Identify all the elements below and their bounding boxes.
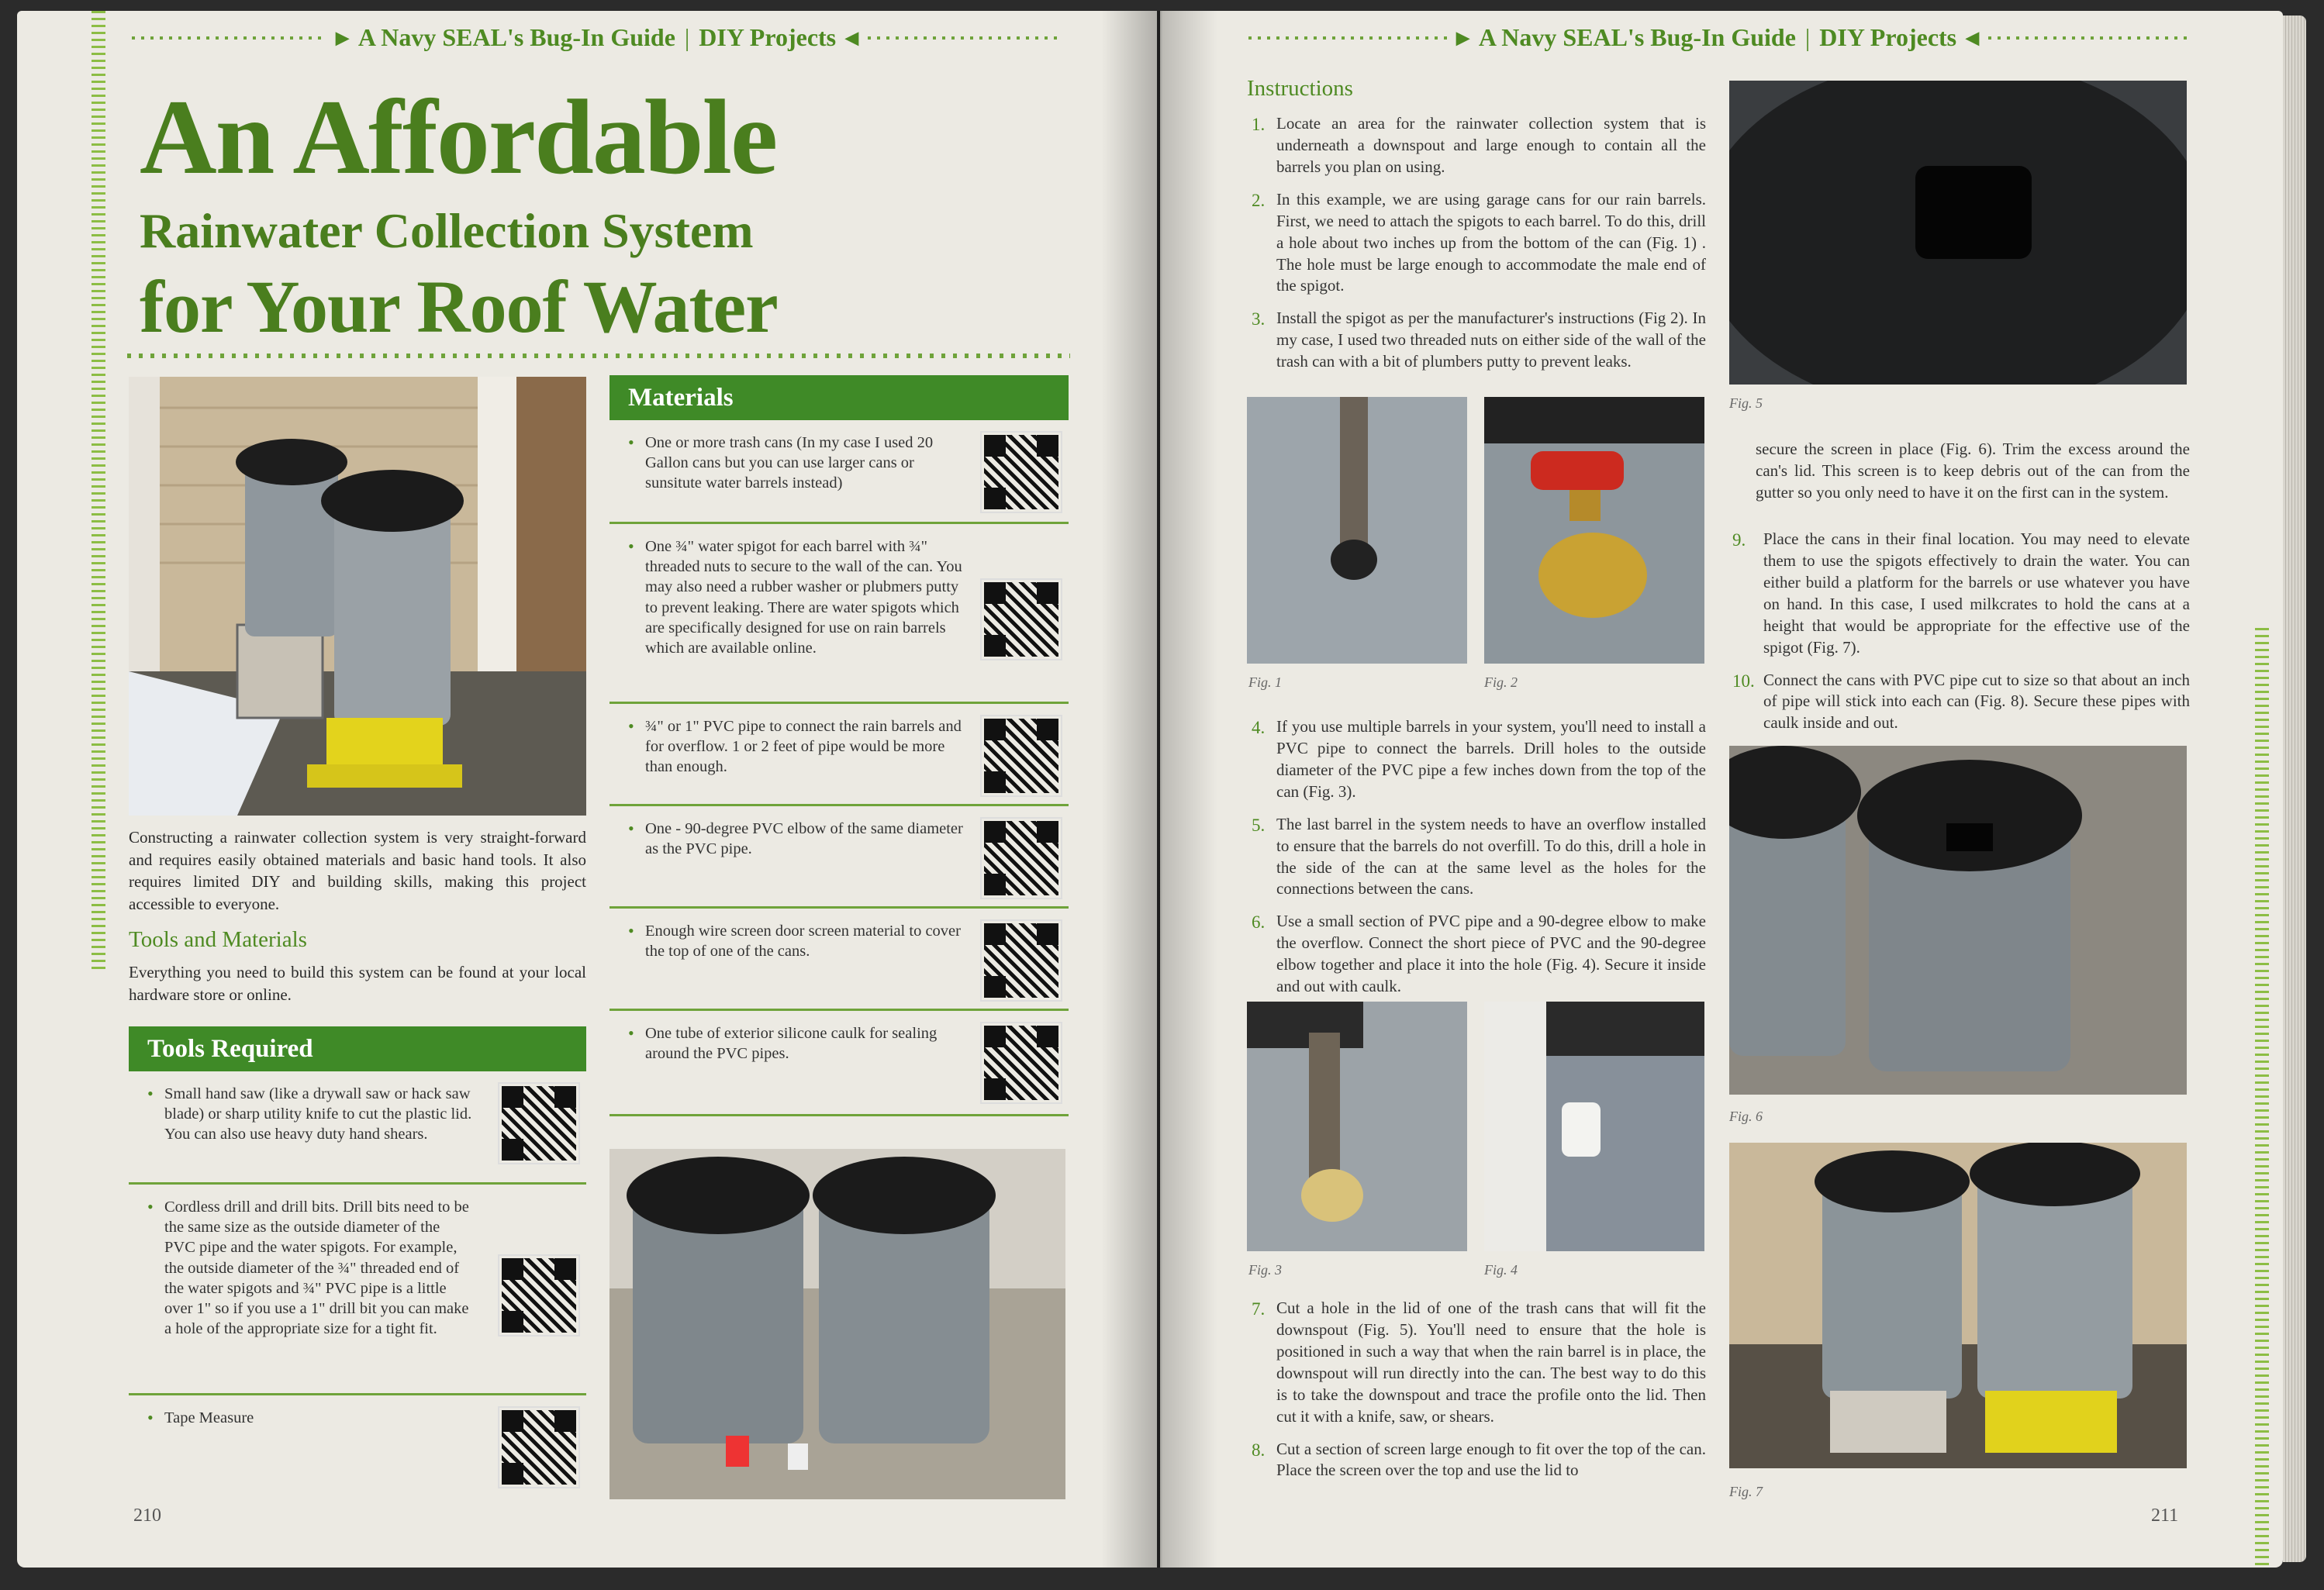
left-margin-dashes <box>92 11 105 972</box>
material-text: • One tube of exterior silicone caulk for sealing around the PVC pipes. <box>625 1023 971 1064</box>
step-text: In this example, we are using garage cans for our rain barrels. First, we need to attach the spigots to each barrel. To do this, drill a hole about two inches up from the bottom of the can (Fig. 1) . The hole must be large enough to accommodate the male end of the spigot. <box>1276 189 1706 295</box>
header-section: DIY Projects <box>699 23 837 51</box>
step-text: Locate an area for the rainwater collection system that is underneath a downspout and large enough to contain all the barrels you plan on using. <box>1276 114 1706 176</box>
fig-2-caption: Fig. 2 <box>1484 674 1518 690</box>
material-item <box>609 526 1069 704</box>
step-8-continued: secure the screen in place (Fig. 6). Trim the excess around the can's lid. This screen is to keep debris out of the can from the gutter so you only need to have it on the first can in the system. <box>1756 440 2190 502</box>
fig-6-caption: Fig. 6 <box>1729 1109 1763 1124</box>
step-text: Cut a hole in the lid of one of the trash cans that will fit the downspout (Fig. 5). You'll need to ensure that the hole is positioned in such a way that when the rain barrel is in place, the downspout will run directly into the can. The best way to do this is to take the downspout and trace the profile onto the lid. Then cut it with a knife, saw, or shears. <box>1276 1299 1706 1426</box>
step-number: 1. <box>1252 115 1266 134</box>
step-number: 7. <box>1252 1299 1266 1319</box>
header-section: DIY Projects <box>1819 23 1957 51</box>
arrow-left-icon: ◀ <box>845 27 859 47</box>
step-item <box>1732 529 2190 659</box>
material-text: • ¾" or 1" PVC pipe to connect the rain barrels and for overflow. 1 or 2 feet of pipe would be more than enough. <box>625 716 971 778</box>
step-item <box>1252 814 1706 901</box>
step-text: Install the spigot as per the manufacturer's instructions (Fig 2). In my case, I used two threaded nuts on either side of the wall of the trash can with a bit of plumbers putty to prevent leaks. <box>1276 309 1706 371</box>
instructions-heading: Instructions <box>1247 76 1353 101</box>
header-title: A Navy SEAL's Bug-In Guide <box>357 23 675 51</box>
step-text: Use a small section of PVC pipe and a 90-degree elbow to make the overflow. Connect the short piece of PVC and the 90-degree elbow together and place it into the hole (Fig. 4). Secure it inside and out with caulk. <box>1276 912 1706 996</box>
steps-block-4 <box>1732 529 2190 745</box>
tools-materials-heading: Tools and Materials <box>129 927 307 952</box>
qr-code-icon[interactable] <box>982 716 1061 795</box>
material-item <box>609 808 1069 909</box>
tool-text: • Tape Measure <box>144 1408 475 1428</box>
tools-required-header: Tools Required <box>129 1026 586 1071</box>
tools-intro-paragraph: Everything you need to build this system can be found at your local hardware store or online. <box>129 963 586 1004</box>
left-running-header <box>132 23 1062 52</box>
title-divider <box>127 354 1070 358</box>
fig-1-caption: Fig. 1 <box>1248 674 1282 690</box>
steps-block-3 <box>1252 1298 1706 1492</box>
step-number: 2. <box>1252 190 1266 210</box>
header-dots-left <box>132 36 326 40</box>
step-text: The last barrel in the system needs to have an overflow installed to ensure that the barrels do not overfill. To do this, drill a hole in the side of the can at the same level as the holes for the connections between the cans. <box>1276 814 1706 898</box>
qr-code-icon[interactable] <box>982 1023 1061 1102</box>
steps-block-1 <box>1252 113 1706 384</box>
step-text: Connect the cans with PVC pipe cut to size so that about an inch of pipe will stick into each can (Fig. 8). Secure these pipes with caulk inside and out. <box>1763 670 2190 733</box>
tool-text: • Small hand saw (like a drywall saw or hack saw blade) or sharp utility knife to cut the plastic lid. You can also use heavy duty hand shears. <box>144 1084 475 1145</box>
material-item <box>609 705 1069 806</box>
title-line-1: An Affordable <box>140 78 777 196</box>
title-line-2: Rainwater Collection System <box>140 203 754 258</box>
header-dots-right <box>1988 36 2187 40</box>
tool-item <box>129 1186 586 1395</box>
fig-3-photo <box>1247 1002 1467 1251</box>
fig-7-photo <box>1729 1143 2187 1468</box>
material-text: • Enough wire screen door screen material to cover the top of one of the cans. <box>625 921 971 961</box>
material-item <box>609 910 1069 1011</box>
material-text: • One or more trash cans (In my case I used 20 Gallon cans but you can use larger cans or sunsitute water barrels instead) <box>625 433 971 494</box>
header-separator: | <box>1804 23 1811 51</box>
fig-4-photo <box>1484 1002 1704 1251</box>
step-item <box>1252 716 1706 803</box>
qr-code-icon[interactable] <box>982 580 1061 659</box>
arrow-right-icon: ▶ <box>1456 27 1469 47</box>
qr-code-icon[interactable] <box>499 1408 578 1487</box>
step-item <box>1252 113 1706 178</box>
tool-item <box>129 1397 586 1498</box>
header-dots-right <box>868 36 1062 40</box>
step-item <box>1252 189 1706 298</box>
page-edges <box>2283 16 2306 1562</box>
step-item <box>1252 1439 1706 1482</box>
page-number-left: 210 <box>133 1505 161 1526</box>
header-dots-left <box>1248 36 1447 40</box>
step-item <box>1252 308 1706 373</box>
step-number: 9. <box>1732 530 1746 550</box>
qr-code-icon[interactable] <box>982 819 1061 898</box>
fig-7-caption: Fig. 7 <box>1729 1484 1763 1499</box>
fig-2-photo <box>1484 397 1704 664</box>
step-number: 4. <box>1252 718 1266 737</box>
qr-code-icon[interactable] <box>982 433 1061 512</box>
qr-code-icon[interactable] <box>499 1256 578 1335</box>
material-text: • One ¾" water spigot for each barrel with ¾" threaded nuts to secure to the wall of the can. You may also need a rubber washer or plubmers putty to prevent leaking. There are water spigots which are specifically designed for use on rain barrels which are available online. <box>625 536 971 658</box>
material-item <box>609 422 1069 524</box>
header-title: A Navy SEAL's Bug-In Guide <box>1478 23 1796 51</box>
step-text: If you use multiple barrels in your system, you'll need to install a PVC pipe to connect the barrels. Drill holes to the outside diameter of the PVC pipe a few inches down from the top of the can (Fig. 3). <box>1276 717 1706 801</box>
fig-3-caption: Fig. 3 <box>1248 1262 1282 1278</box>
arrow-left-icon: ◀ <box>1966 27 1980 47</box>
title-line-3: for Your Roof Water <box>140 265 778 348</box>
tool-item <box>129 1073 586 1185</box>
step-number: 10. <box>1732 671 1755 691</box>
step-item <box>1732 670 2190 735</box>
page-number-right: 211 <box>2151 1505 2179 1526</box>
step-text: Cut a section of screen large enough to fit over the top of the can. Place the screen over the top and use the lid to <box>1276 1439 1706 1480</box>
step-number: 6. <box>1252 912 1266 933</box>
fig-6-photo <box>1729 746 2187 1095</box>
intro-paragraph: Constructing a rainwater collection system is very straight-forward and requires easily obtained materials and basic hand tools. It also requires limited DIY and building skills, making this project accessible to everyone. <box>129 828 586 913</box>
step-number: 3. <box>1252 309 1266 329</box>
fig-5-caption: Fig. 5 <box>1729 395 1763 411</box>
qr-code-icon[interactable] <box>982 921 1061 1000</box>
materials-header: Materials <box>609 375 1069 420</box>
arrow-right-icon: ▶ <box>335 27 349 47</box>
material-text: • One - 90-degree PVC elbow of the same diameter as the PVC pipe. <box>625 819 971 859</box>
step-text: Place the cans in their final location. You may need to elevate them to use the spigots effectively to drain the water. You can either build a platform for the barrels or use whatever you have on hand. In this case, I used milkcrates to hold the cans at a height that would be appropriate for the effective use of the spigot (Fig. 7). <box>1763 529 2190 657</box>
hero-photo <box>129 377 586 816</box>
header-separator: | <box>684 23 690 51</box>
material-item <box>609 1012 1069 1116</box>
fig-4-caption: Fig. 4 <box>1484 1262 1518 1278</box>
steps-block-2 <box>1252 716 1706 1009</box>
fig-5-photo <box>1729 81 2187 385</box>
cans-photo <box>609 1149 1065 1499</box>
tool-text: • Cordless drill and drill bits. Drill bits need to be the same size as the outside diameter of the PVC pipe and the water spigots. For example, the outside diameter of the ¾" threaded end of the water spigots and ¾" PVC pipe is a little over 1" so if you use a 1" drill bit you can make a hole of the appropriate size for a tight fit. <box>144 1197 475 1340</box>
right-margin-dashes <box>2255 628 2269 1566</box>
right-running-header <box>1248 23 2187 52</box>
step-number: 8. <box>1252 1440 1266 1460</box>
step-item <box>1252 1298 1706 1428</box>
fig-1-photo <box>1247 397 1467 664</box>
step-number: 5. <box>1252 815 1266 835</box>
qr-code-icon[interactable] <box>499 1084 578 1163</box>
article-title <box>140 78 946 348</box>
step-item <box>1252 911 1706 998</box>
